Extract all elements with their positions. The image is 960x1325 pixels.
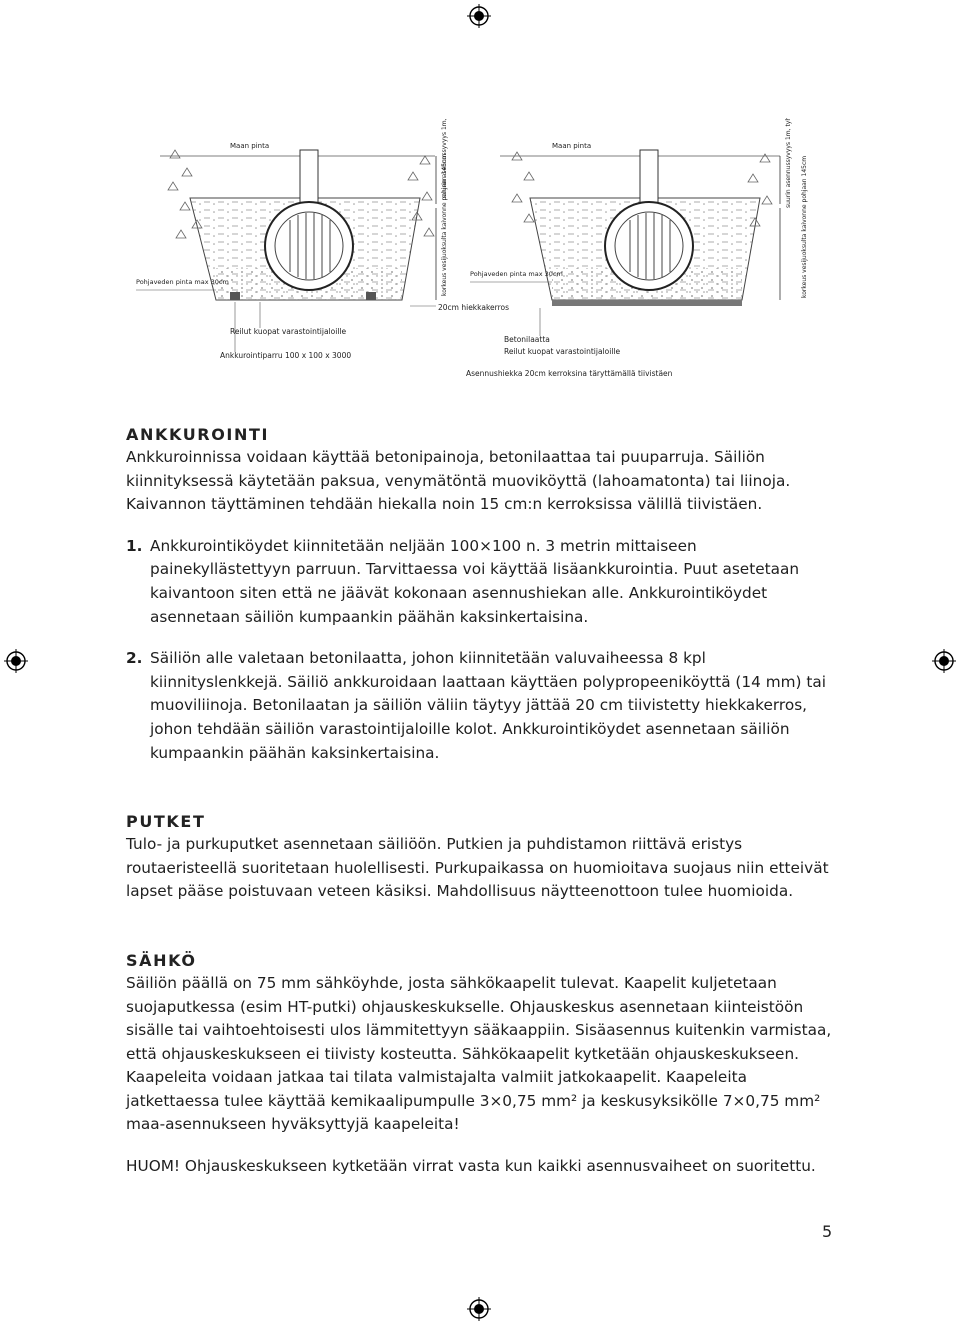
pipes-text: Tulo- ja purkuputket asennetaan säiliöön. Putkien ja puhdistamon riittävä eristys routaeristeellä suoritetaan huolellisesti. Purkupaikassa on huomioitava suojaus niin etteivät lapset pääse poistuvaan veteen käsiksi. Mahdollisuus näytteenottoon tulee huomioida.	[126, 835, 829, 901]
registration-mark-icon	[467, 1297, 491, 1321]
right-sand-label: Asennushiekka 20cm kerroksina täryttämällä tiivistäen	[466, 369, 673, 378]
left-ground-label: Maan pinta	[230, 142, 270, 150]
anchoring-heading: ANKKUROINTI	[126, 425, 270, 444]
left-installation-drawing	[136, 118, 448, 360]
electric-note: HUOM! Ohjauskeskukseen kytketään virrat vasta kun kaikki asennusvaiheet on suoritettu.	[126, 1157, 816, 1176]
right-groundwater-label: Pohjaveden pinta max 30cm	[470, 270, 563, 278]
pipes-heading: PUTKET	[126, 812, 206, 832]
left-beam-label: Ankkurointiparru 100 x 100 x 3000	[220, 351, 352, 360]
left-pocket-label: Reilut kuopat varastointijaloille	[230, 327, 347, 336]
anchoring-intro: Ankkuroinnissa voidaan käyttää betonipainoja, betonilaattaa tai puuparruja. Säiliön kiinnityksessä käytetään paksua, venymätöntä muoviköyttä (lahoamatonta) tai liinoja. Kaivannon täyttäminen tehdään hiekalla noin 15 cm:n kerroksissa välillä tiivistäen.	[126, 448, 791, 514]
left-sand-label: 20cm hiekkakerros	[438, 303, 510, 312]
left-height-label: korkeus vesijuoksulta kaivonne pohjaan 145cm	[441, 153, 448, 296]
electric-text: Säiliön päällä on 75 mm sähköyhde, josta sähkökaapelit tulevat. Kaapelit kuljetetaan suojaputkessa (esim HT-putki) ohjauskeskukselle. Ohjauskeskus asennetaan kiinteistöön sisälle tai vaihtoehtoisesti ulos lämmitettyyn sääkaappiin. Sisäasennus kuitenkin varmistaa, että ohjauskeskukseen ei tiivisty kosteutta. Sähkökaapelit kytketään ohjauskeskukseen. Kaapeleita voidaan jatkaa tai tilata valmistajalta valmiit jatkokaapelit. Kaapeleita jatkettaessa tulee käyttää kemikaalipumpulle 3×0,75 mm² ja keskusyksikölle 7×0,75 mm² maa-asennukseen hyväksyttyjä kaapeleita!	[126, 973, 832, 1134]
registration-mark-icon	[4, 649, 28, 673]
left-groundwater-label: Pohjaveden pinta max 30cm	[136, 278, 229, 286]
electric-heading: SÄHKÖ	[126, 950, 197, 970]
step-number: 1.	[126, 536, 143, 555]
page-content	[126, 424, 838, 1179]
step-text: Säiliön alle valetaan betonilaatta, johon kiinnitetään valuvaiheessa 8 kpl kiinnityslenkkejä. Säiliö ankkuroidaan laattaan käyttäen polypropeeniköyttä (14 mm) tai muoviliinoja. Betonilaatan ja säiliön väliin täytyy jättää 20 cm tiivistetty hiekkakerros, johon tehdään säiliön varastointijaloille kolot. Ankkurointiköydet asennetaan säiliön kumpaankin päähän kaksinkertaisina.	[150, 649, 826, 762]
right-slab-label: Betonilaatta	[504, 335, 550, 344]
right-installation-drawing	[466, 118, 808, 378]
page-number: 5	[822, 1222, 833, 1241]
right-height-label: korkeus vesijuoksulta kaivonne pohjaan 145cm	[801, 155, 808, 298]
anchoring-step-2	[126, 647, 838, 765]
right-pocket-label: Reilut kuopat varastointijaloille	[504, 347, 621, 356]
step-number: 2.	[126, 649, 143, 668]
step-text: Ankkurointiköydet kiinnitetään neljään 100×100 n. 3 metrin mittaiseen painekyllästettyyn parruun. Tarvittaessa voi käyttää lisäankkurointia. Puut asetetaan kaivantoon siten että ne jäävät kokonaan asennushiekan alle. Ankkurointiköydet asennetaan säiliön kumpaankin päähän kaksinkertaisina.	[150, 536, 800, 626]
registration-mark-icon	[467, 4, 491, 28]
right-depth-label	[785, 118, 792, 208]
registration-mark-icon	[932, 649, 956, 673]
anchoring-step-1	[126, 535, 838, 629]
installation-diagram-svg	[120, 118, 840, 388]
installation-diagram	[120, 118, 840, 388]
right-ground-label: Maan pinta	[552, 142, 592, 150]
